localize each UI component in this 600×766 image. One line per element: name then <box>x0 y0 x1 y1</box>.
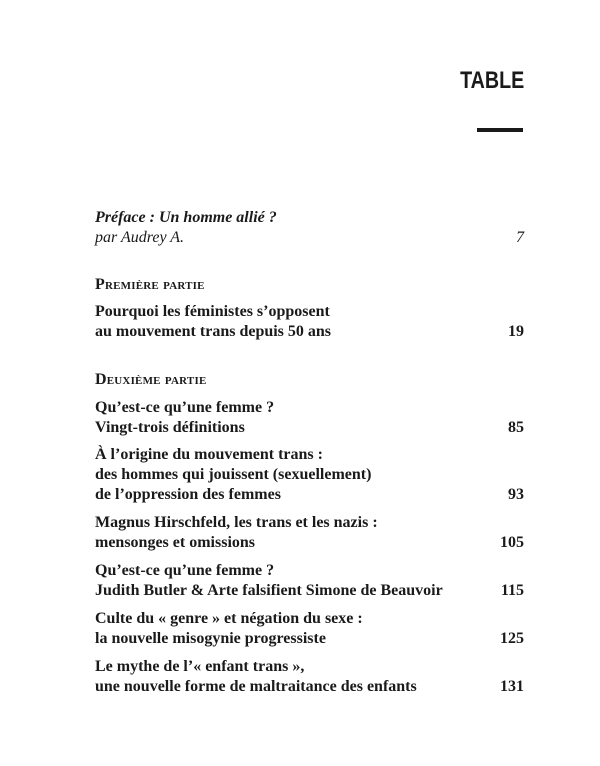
toc-entry[interactable] <box>95 657 524 697</box>
entry-line: Qu’est-ce qu’une femme ? <box>95 562 275 579</box>
page-title: TABLE <box>459 67 524 94</box>
preface-title: Préface : Un homme allié ? <box>95 209 277 226</box>
part-heading-2: Deuxième partie <box>95 371 207 388</box>
page-number: 85 <box>508 419 524 436</box>
entry-line: Judith Butler & Arte falsifient Simone de Beauvoir <box>95 582 443 599</box>
page-number: 125 <box>500 630 524 647</box>
entry-line: Vingt-trois définitions <box>95 419 245 436</box>
part-heading-1: Première partie <box>95 276 205 293</box>
toc-entry[interactable] <box>95 445 524 505</box>
entry-line: À l’origine du mouvement trans : <box>95 446 323 463</box>
page-number: 105 <box>500 534 524 551</box>
page-number: 7 <box>516 229 524 246</box>
page-number: 19 <box>508 323 524 340</box>
entry-line: Culte du « genre » et négation du sexe : <box>95 610 363 627</box>
page-number: 93 <box>508 486 524 503</box>
entry-line: une nouvelle forme de maltraitance des enfants <box>95 678 417 695</box>
entry-line: Magnus Hirschfeld, les trans et les nazis : <box>95 514 378 531</box>
page-number: 131 <box>500 678 524 695</box>
entry-line: la nouvelle misogynie progressiste <box>95 630 326 647</box>
page-number: 115 <box>500 582 524 599</box>
toc-entry-preface[interactable] <box>95 208 524 248</box>
toc-entry[interactable] <box>95 398 524 438</box>
entry-line: au mouvement trans depuis 50 ans <box>95 323 332 340</box>
entry-line: mensonges et omissions <box>95 534 256 551</box>
entry-line: Pourquoi les féministes s’opposent <box>95 303 330 320</box>
toc-entry[interactable] <box>95 513 524 553</box>
toc-entry[interactable] <box>95 561 524 601</box>
entry-line: de l’oppression des femmes <box>95 486 281 503</box>
entry-line: des hommes qui jouissent (sexuellement) <box>95 466 372 483</box>
entry-line: Qu’est-ce qu’une femme ? <box>95 399 275 416</box>
toc-entry[interactable] <box>95 302 524 342</box>
preface-byline: par Audrey A. <box>95 229 185 246</box>
toc-entry[interactable] <box>95 609 524 649</box>
entry-line: Le mythe de l’« enfant trans », <box>95 658 305 675</box>
